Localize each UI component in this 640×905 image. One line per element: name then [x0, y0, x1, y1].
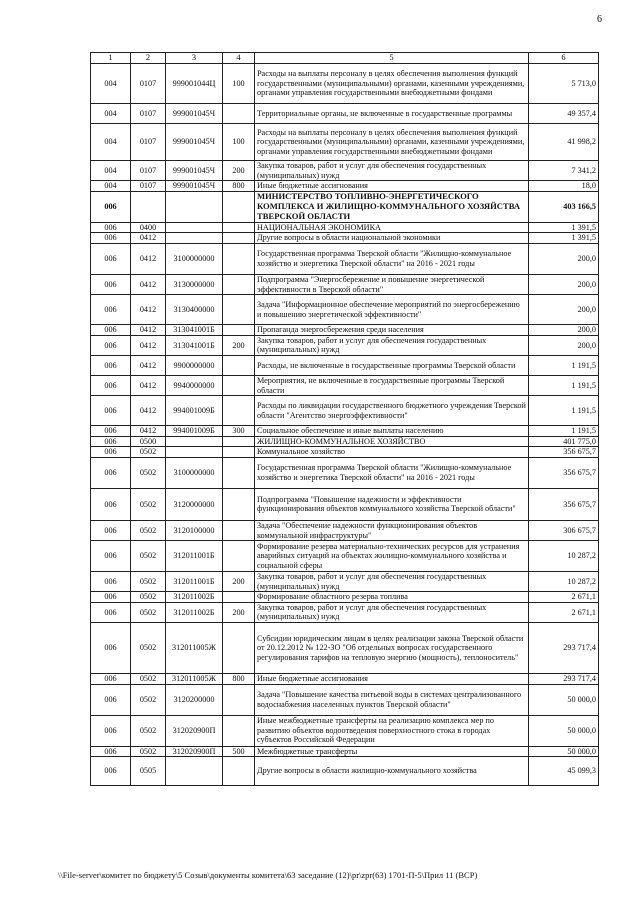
cell-type — [223, 325, 255, 336]
cell-type — [223, 715, 255, 746]
cell-type: 800 — [223, 181, 255, 192]
cell-section: 0502 — [131, 602, 166, 622]
header-cell: 6 — [529, 53, 599, 64]
cell-type: 200 — [223, 335, 255, 355]
cell-admin: 006 — [91, 222, 131, 233]
cell-name: Расходы на выплаты персоналу в целях обеспечения выполнения функций государственными (муниципальными) органами, казенными учреждениями, органами управления государственными внебюджетными фондами — [255, 64, 529, 104]
cell-admin: 006 — [91, 191, 131, 222]
cell-admin: 004 — [91, 64, 131, 104]
cell-type — [223, 488, 255, 520]
cell-type — [223, 274, 255, 294]
cell-amount: 401 775,0 — [529, 436, 599, 447]
cell-type: 300 — [223, 426, 255, 437]
cell-section — [131, 191, 166, 222]
cell-type: 100 — [223, 124, 255, 161]
cell-type — [223, 233, 255, 244]
cell-admin: 004 — [91, 104, 131, 124]
header-cell: 5 — [255, 53, 529, 64]
footer-file-path: \\File-server\комитет по бюджету\5 Созыв\документы комитета\63 заседание (12)\pr\zpr(63) 1701-П-5\Прил 11 (ВСР) — [58, 870, 478, 880]
cell-amount: 306 675,7 — [529, 520, 599, 540]
cell-section: 0502 — [131, 623, 166, 674]
cell-type — [223, 541, 255, 572]
table-row — [91, 447, 599, 458]
cell-admin: 006 — [91, 426, 131, 437]
cell-section: 0412 — [131, 233, 166, 244]
cell-section: 0502 — [131, 572, 166, 592]
cell-section: 0107 — [131, 104, 166, 124]
cell-admin: 006 — [91, 715, 131, 746]
cell-type — [223, 592, 255, 603]
table-row — [91, 746, 599, 757]
cell-name: МИНИСТЕРСТВО ТОПЛИВНО-ЭНЕРГЕТИЧЕСКОГО КОМПЛЕКСА И ЖИЛИЩНО-КОММУНАЛЬНОГО ХОЗЯЙСТВА ТВЕРСКОЙ ОБЛАСТИ — [255, 191, 529, 222]
cell-type: 200 — [223, 572, 255, 592]
table-row — [91, 592, 599, 603]
cell-section: 0412 — [131, 335, 166, 355]
cell-amount: 10 287,2 — [529, 541, 599, 572]
cell-type — [223, 104, 255, 124]
table-row — [91, 457, 599, 488]
cell-target: 312011005Ж — [166, 674, 223, 685]
table-row — [91, 274, 599, 294]
cell-type — [223, 191, 255, 222]
cell-amount: 7 341,2 — [529, 161, 599, 181]
table-row — [91, 602, 599, 622]
cell-type — [223, 375, 255, 395]
cell-name: Подпрограмма "Повышение надежности и эффективности функционирования объектов коммунального хозяйства Тверской области" — [255, 488, 529, 520]
cell-target: 3130400000 — [166, 295, 223, 325]
cell-target: 999001045Ч — [166, 124, 223, 161]
cell-target: 3100000000 — [166, 457, 223, 488]
cell-type — [223, 623, 255, 674]
cell-section: 0107 — [131, 64, 166, 104]
header-cell: 1 — [91, 53, 131, 64]
cell-admin: 006 — [91, 335, 131, 355]
cell-type: 800 — [223, 674, 255, 685]
cell-target: 3120100000 — [166, 520, 223, 540]
cell-amount: 50 000,0 — [529, 746, 599, 757]
cell-name: НАЦИОНАЛЬНАЯ ЭКОНОМИКА — [255, 222, 529, 233]
table-row — [91, 488, 599, 520]
cell-name: Пропаганда энергосбережения среди населения — [255, 325, 529, 336]
cell-target — [166, 757, 223, 786]
table-row — [91, 64, 599, 104]
table-row — [91, 355, 599, 375]
cell-type — [223, 757, 255, 786]
cell-amount: 356 675,7 — [529, 457, 599, 488]
cell-admin: 006 — [91, 274, 131, 294]
cell-type: 100 — [223, 64, 255, 104]
cell-amount: 45 099,3 — [529, 757, 599, 786]
cell-target: 994001009Б — [166, 426, 223, 437]
cell-section: 0412 — [131, 243, 166, 274]
cell-name: Формирование областного резерва топлива — [255, 592, 529, 603]
cell-target — [166, 222, 223, 233]
cell-amount: 200,0 — [529, 325, 599, 336]
cell-target: 312020900П — [166, 715, 223, 746]
cell-amount: 1 191,5 — [529, 375, 599, 395]
cell-amount: 1 391,5 — [529, 222, 599, 233]
cell-name: Государственная программа Тверской области "Жилищно-коммунальное хозяйство и энергетика Тверской области" на 2016 - 2021 годы — [255, 457, 529, 488]
cell-name: Задача "Повышение качества питьевой воды в системах централизованного водоснабжения населенных пунктов Тверской области" — [255, 684, 529, 715]
cell-admin: 004 — [91, 161, 131, 181]
table-row — [91, 222, 599, 233]
table-row — [91, 436, 599, 447]
cell-target: 999001045Ч — [166, 161, 223, 181]
cell-name: Субсидии юридическим лицам в целях реализации закона Тверской области от 20.12.2012 № 122-ЗО "Об отдельных вопросах государственного регулирования тарифов на тепловую энергию (мощность), теплоноситель" — [255, 623, 529, 674]
cell-name: Задача "Информационное обеспечение мероприятий по энергосбережению и повышению энергетической эффективности" — [255, 295, 529, 325]
cell-section: 0502 — [131, 541, 166, 572]
cell-name: ЖИЛИЩНО-КОММУНАЛЬНОЕ ХОЗЯЙСТВО — [255, 436, 529, 447]
table-row — [91, 520, 599, 540]
cell-target: 312011002Б — [166, 592, 223, 603]
cell-admin: 006 — [91, 684, 131, 715]
cell-type — [223, 355, 255, 375]
header-cell: 3 — [166, 53, 223, 64]
table-row — [91, 124, 599, 161]
table-row — [91, 684, 599, 715]
table-row — [91, 295, 599, 325]
cell-section: 0412 — [131, 426, 166, 437]
cell-name: Задача "Обеспечение надежности функционирования объектов коммунальной инфраструктуры" — [255, 520, 529, 540]
cell-name: Межбюджетные трансферты — [255, 746, 529, 757]
cell-amount: 1 191,5 — [529, 396, 599, 426]
cell-target: 312011005Ж — [166, 623, 223, 674]
cell-admin: 006 — [91, 436, 131, 447]
cell-target: 3100000000 — [166, 243, 223, 274]
table-row — [91, 233, 599, 244]
cell-section: 0500 — [131, 436, 166, 447]
cell-target: 313041001Б — [166, 335, 223, 355]
table-row — [91, 541, 599, 572]
cell-target: 999001044Ц — [166, 64, 223, 104]
cell-name: Другие вопросы в области национальной экономики — [255, 233, 529, 244]
table-row — [91, 325, 599, 336]
cell-section: 0412 — [131, 325, 166, 336]
cell-name: Государственная программа Тверской области "Жилищно-коммунальное хозяйство и энергетика Тверской области" на 2016 - 2021 годы — [255, 243, 529, 274]
cell-admin: 006 — [91, 592, 131, 603]
cell-amount: 356 675,7 — [529, 488, 599, 520]
cell-amount: 50 000,0 — [529, 715, 599, 746]
cell-section: 0412 — [131, 274, 166, 294]
cell-section: 0502 — [131, 684, 166, 715]
cell-section: 0400 — [131, 222, 166, 233]
cell-target: 994001009Б — [166, 396, 223, 426]
table-row — [91, 715, 599, 746]
cell-admin: 006 — [91, 396, 131, 426]
cell-admin: 006 — [91, 674, 131, 685]
cell-amount: 2 671,1 — [529, 592, 599, 603]
cell-admin: 004 — [91, 124, 131, 161]
table-row — [91, 375, 599, 395]
cell-amount: 200,0 — [529, 335, 599, 355]
cell-section: 0502 — [131, 520, 166, 540]
cell-section: 0502 — [131, 715, 166, 746]
cell-name: Закупка товаров, работ и услуг для обеспечения государственных (муниципальных) нужд — [255, 335, 529, 355]
cell-name: Закупка товаров, работ и услуг для обеспечения государственных (муниципальных) нужд — [255, 602, 529, 622]
cell-admin: 004 — [91, 181, 131, 192]
cell-admin: 006 — [91, 623, 131, 674]
cell-amount: 1 191,5 — [529, 426, 599, 437]
cell-name: Другие вопросы в области жилищно-коммунального хозяйства — [255, 757, 529, 786]
cell-type — [223, 222, 255, 233]
cell-name: Подпрограмма "Энергосбережение и повышение энергетической эффективности в Тверской области" — [255, 274, 529, 294]
cell-amount: 50 000,0 — [529, 684, 599, 715]
header-cell: 4 — [223, 53, 255, 64]
cell-section: 0107 — [131, 124, 166, 161]
cell-type — [223, 295, 255, 325]
cell-name: Расходы по ликвидации государственного бюджетного учреждения Тверской области "Агентство энергоэффективности" — [255, 396, 529, 426]
table-header-row — [91, 53, 599, 64]
cell-amount: 356 675,7 — [529, 447, 599, 458]
cell-admin: 006 — [91, 447, 131, 458]
cell-section: 0107 — [131, 181, 166, 192]
cell-name: Социальное обеспечение и иные выплаты населению — [255, 426, 529, 437]
cell-admin: 006 — [91, 233, 131, 244]
cell-target: 999001045Ч — [166, 104, 223, 124]
cell-amount: 49 357,4 — [529, 104, 599, 124]
cell-name: Мероприятия, не включенные в государственные программы Тверской области — [255, 375, 529, 395]
cell-amount: 293 717,4 — [529, 623, 599, 674]
cell-section: 0502 — [131, 746, 166, 757]
table-row — [91, 623, 599, 674]
cell-admin: 006 — [91, 243, 131, 274]
cell-target: 312011001Б — [166, 541, 223, 572]
cell-section: 0412 — [131, 295, 166, 325]
cell-name: Формирование резерва материально-технических ресурсов для устранения аварийных ситуаций на объектах жилищно-коммунального хозяйства и социальной сферы — [255, 541, 529, 572]
cell-target — [166, 436, 223, 447]
cell-amount: 403 166,5 — [529, 191, 599, 222]
cell-type — [223, 520, 255, 540]
cell-admin: 006 — [91, 520, 131, 540]
table-row — [91, 191, 599, 222]
cell-section: 0502 — [131, 674, 166, 685]
cell-section: 0412 — [131, 355, 166, 375]
table-row — [91, 335, 599, 355]
cell-admin: 006 — [91, 325, 131, 336]
cell-amount: 200,0 — [529, 243, 599, 274]
cell-target: 3120200000 — [166, 684, 223, 715]
cell-type — [223, 243, 255, 274]
cell-admin: 006 — [91, 457, 131, 488]
cell-amount: 1 391,5 — [529, 233, 599, 244]
cell-target: 312011001Б — [166, 572, 223, 592]
cell-admin: 006 — [91, 757, 131, 786]
cell-section: 0412 — [131, 396, 166, 426]
cell-admin: 006 — [91, 746, 131, 757]
cell-section: 0502 — [131, 488, 166, 520]
table-row — [91, 674, 599, 685]
cell-target: 9940000000 — [166, 375, 223, 395]
cell-name: Иные бюджетные ассигнования — [255, 674, 529, 685]
cell-amount: 200,0 — [529, 295, 599, 325]
cell-type: 500 — [223, 746, 255, 757]
table-body — [91, 64, 599, 786]
cell-amount: 1 191,5 — [529, 355, 599, 375]
cell-target — [166, 233, 223, 244]
cell-admin: 006 — [91, 375, 131, 395]
table-row — [91, 757, 599, 786]
cell-target: 312011002Б — [166, 602, 223, 622]
cell-target: 9900000000 — [166, 355, 223, 375]
cell-type — [223, 447, 255, 458]
cell-target: 999001045Ч — [166, 181, 223, 192]
cell-name: Иные межбюджетные трансферты на реализацию комплекса мер по развитию объектов водоотведения поверхностного стока в городах субъектов Российской Федерации — [255, 715, 529, 746]
cell-admin: 006 — [91, 355, 131, 375]
cell-amount: 5 713,0 — [529, 64, 599, 104]
cell-section: 0505 — [131, 757, 166, 786]
budget-table — [90, 52, 599, 786]
cell-target: 312020900П — [166, 746, 223, 757]
table-row — [91, 396, 599, 426]
cell-section: 0502 — [131, 447, 166, 458]
cell-admin: 006 — [91, 572, 131, 592]
table-row — [91, 426, 599, 437]
cell-amount: 2 671,1 — [529, 602, 599, 622]
header-cell: 2 — [131, 53, 166, 64]
table-row — [91, 161, 599, 181]
cell-type — [223, 436, 255, 447]
cell-name: Закупка товаров, работ и услуг для обеспечения государственных (муниципальных) нужд — [255, 572, 529, 592]
cell-section: 0107 — [131, 161, 166, 181]
cell-type — [223, 396, 255, 426]
cell-amount: 18,0 — [529, 181, 599, 192]
cell-amount: 41 998,2 — [529, 124, 599, 161]
cell-name: Иные бюджетные ассигнования — [255, 181, 529, 192]
cell-name: Расходы, не включенные в государственные программы Тверской области — [255, 355, 529, 375]
table-row — [91, 243, 599, 274]
cell-type: 200 — [223, 161, 255, 181]
page-number: 6 — [597, 14, 602, 25]
cell-target: 313041001Б — [166, 325, 223, 336]
cell-target: 3130000000 — [166, 274, 223, 294]
table-row — [91, 572, 599, 592]
cell-type — [223, 684, 255, 715]
cell-type: 200 — [223, 602, 255, 622]
cell-amount: 293 717,4 — [529, 674, 599, 685]
cell-amount: 200,0 — [529, 274, 599, 294]
cell-section: 0502 — [131, 457, 166, 488]
cell-admin: 006 — [91, 295, 131, 325]
table-row — [91, 181, 599, 192]
cell-amount: 10 287,2 — [529, 572, 599, 592]
cell-section: 0412 — [131, 375, 166, 395]
cell-name: Расходы на выплаты персоналу в целях обеспечения выполнения функций государственными (муниципальными) органами, казенными учреждениями, органами управления государственными внебюджетными фондами — [255, 124, 529, 161]
cell-target — [166, 191, 223, 222]
cell-type — [223, 457, 255, 488]
cell-name: Территориальные органы, не включенные в государственные программы — [255, 104, 529, 124]
cell-name: Коммунальное хозяйство — [255, 447, 529, 458]
table-row — [91, 104, 599, 124]
cell-target: 3120000000 — [166, 488, 223, 520]
cell-name: Закупка товаров, работ и услуг для обеспечения государственных (муниципальных) нужд — [255, 161, 529, 181]
cell-target — [166, 447, 223, 458]
cell-section: 0502 — [131, 592, 166, 603]
cell-admin: 006 — [91, 541, 131, 572]
cell-admin: 006 — [91, 488, 131, 520]
cell-admin: 006 — [91, 602, 131, 622]
